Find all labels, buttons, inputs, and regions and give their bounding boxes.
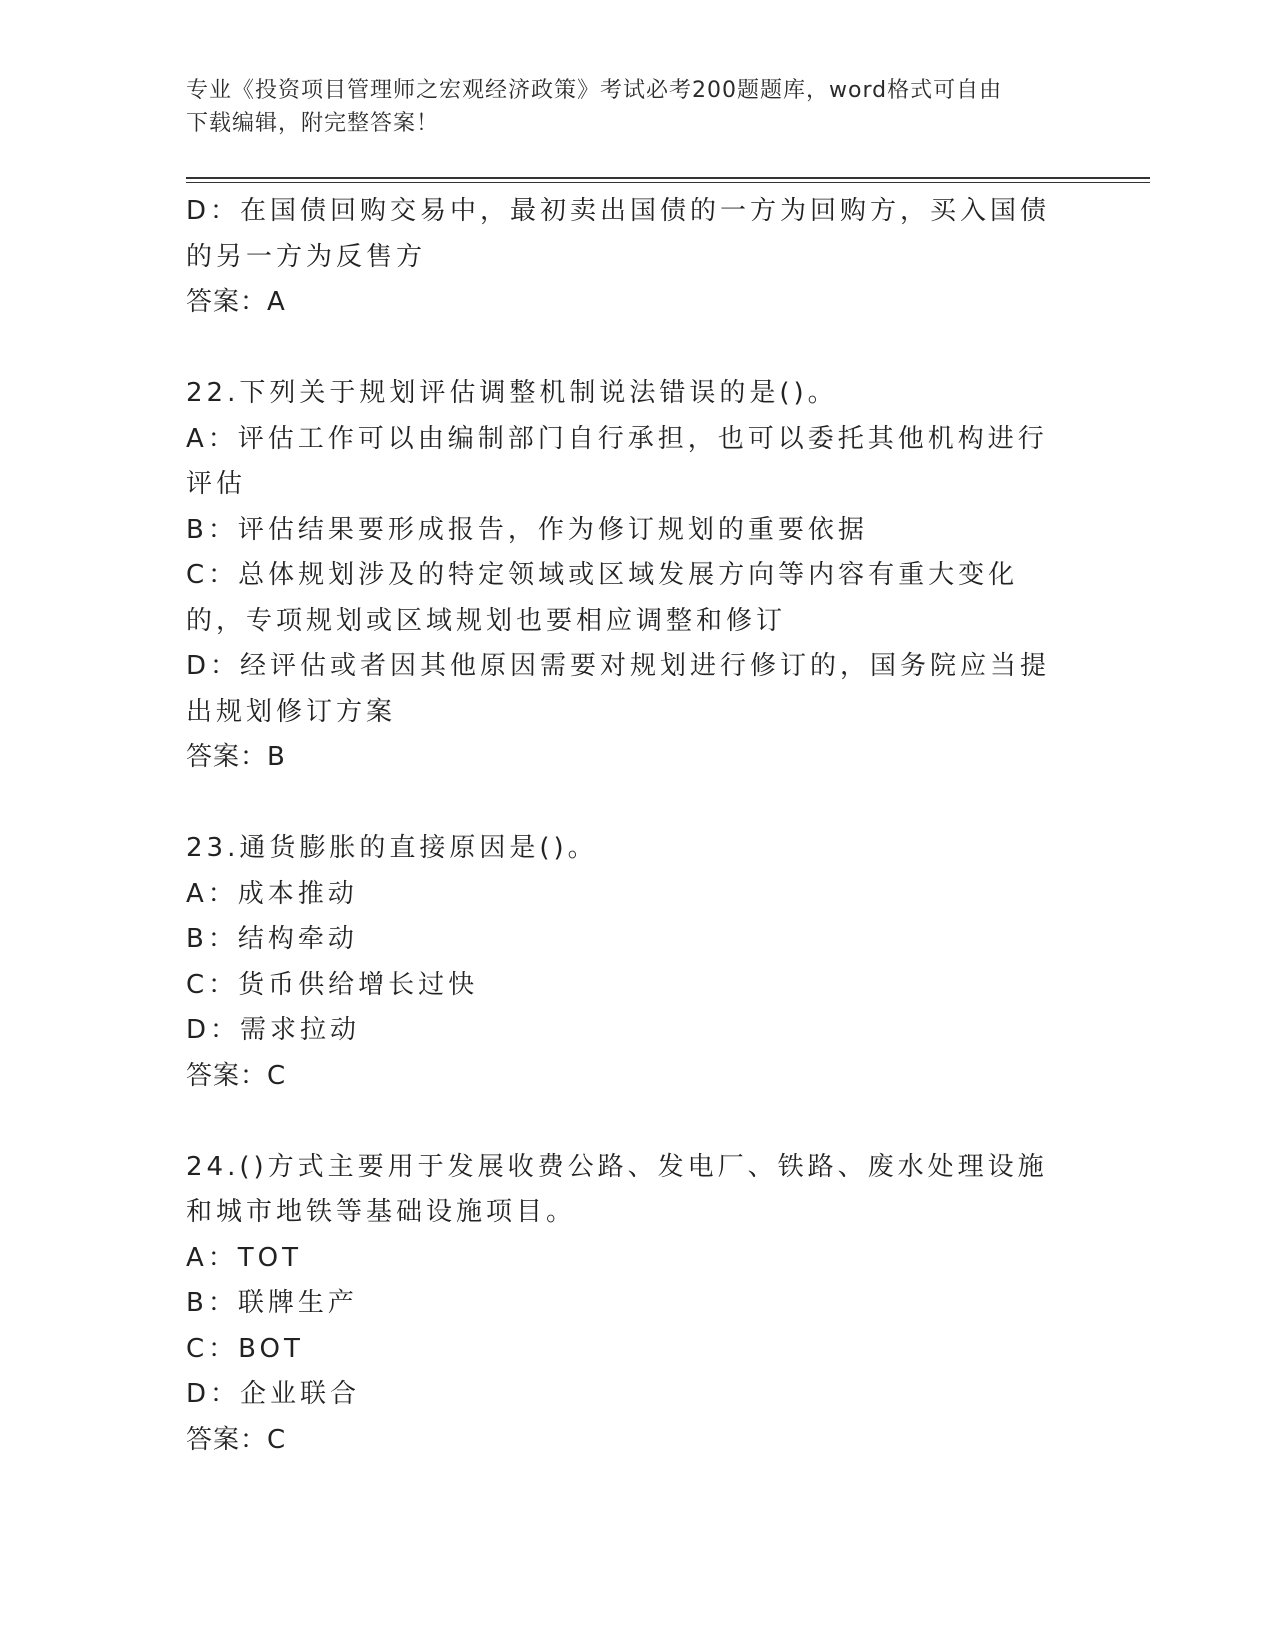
question-text: 24.()方式主要用于发展收费公路、发电厂、铁路、废水处理设施和城市地铁等基础设施项目。: [186, 1151, 1048, 1227]
answer-line: 答案：C: [186, 1424, 287, 1455]
answer-line: 答案：C: [186, 1060, 287, 1091]
block-spacer: [186, 1099, 1076, 1145]
option-text: B：结构牵动: [186, 924, 358, 954]
header-rule-thick: [186, 177, 1150, 179]
option-text: C：总体规划涉及的特定领域或区域发展方向等内容有重大变化的，专项规划或区域规划也要相应调整和修订: [186, 560, 1019, 636]
option-text: C：BOT: [186, 1333, 304, 1364]
block-spacer: [186, 781, 1076, 827]
option-text: D：经评估或者因其他原因需要对规划进行修订的，国务院应当提出规划修订方案: [186, 651, 1051, 727]
option-text: A：评估工作可以由编制部门自行承担，也可以委托其他机构进行评估: [186, 423, 1048, 499]
option-text: C：货币供给增长过快: [186, 969, 479, 1000]
question-text: 22.下列关于规划评估调整机制说法错误的是()。: [186, 378, 838, 408]
header-line-2: 下载编辑，附完整答案！: [186, 111, 440, 136]
question-list: [186, 189, 1076, 1463]
option-text: A：TOT: [186, 1242, 303, 1273]
question-text: 23.通货膨胀的直接原因是()。: [186, 833, 598, 863]
option-text: A：成本推动: [186, 878, 358, 909]
header-rule-thin: [186, 182, 1150, 183]
document-header: [186, 74, 1066, 140]
option-text: B：联牌生产: [186, 1288, 358, 1318]
option-text: D：需求拉动: [186, 1015, 361, 1045]
header-line-1: 专业《投资项目管理师之宏观经济政策》考试必考200题题库，word格式可自由: [186, 78, 1003, 103]
option-text: B：评估结果要形成报告，作为修订规划的重要依据: [186, 514, 868, 545]
block-spacer: [186, 326, 1076, 372]
answer-line: 答案：A: [186, 287, 286, 317]
answer-line: 答案：B: [186, 742, 286, 772]
option-text: D：企业联合: [186, 1379, 361, 1409]
option-text: D：在国债回购交易中，最初卖出国债的一方为回购方，买入国债的另一方为反售方: [186, 196, 1051, 272]
